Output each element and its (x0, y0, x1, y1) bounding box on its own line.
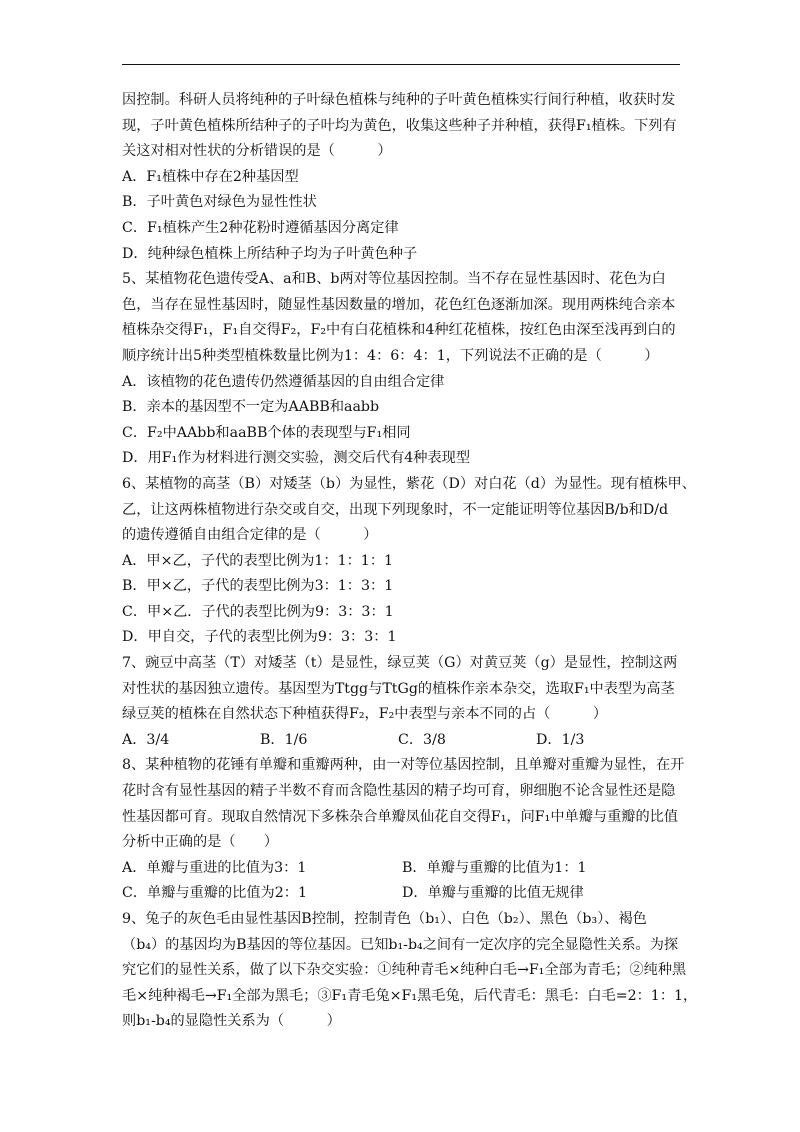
option-c: C．甲×乙．子代的表型比例为9：3：3：1 (122, 603, 394, 620)
question-4 (122, 88, 682, 267)
question-text-line: 性基因都可育。现取自然情况下多株杂合单瓣凤仙花自交得F₁，问F₁中单瓣与重瓣的比值 (122, 808, 679, 825)
option-a: A．该植物的花色遗传仍然遵循基因的自由组合定律 (122, 373, 445, 390)
options-row (122, 881, 682, 907)
option-d: D．1/3 (536, 731, 585, 748)
options-row (122, 856, 682, 882)
question-text-line: 绿豆荚的植株在自然状态下种植获得F₂，F₂中表型与亲本不同的占（ ） (122, 706, 608, 723)
option-a: A．单瓣与重进的比值为3：1 (122, 859, 307, 876)
option-d: D．甲自交，子代的表型比例为9：3：3：1 (122, 629, 397, 646)
question-text-line: 的遗传遵循自由组合定律的是（ ） (122, 527, 378, 544)
question-text-line: 9、兔子的灰色毛由显性基因B控制，控制青色（b₁）、白色（b₂）、黑色（b₃）、褐色 (122, 911, 647, 927)
header-rule (122, 64, 680, 65)
question-7 (122, 651, 682, 753)
options-row (122, 728, 682, 754)
option-d: D．用F₁作为材料进行测交实验，测交后代有4种表现型 (122, 450, 471, 467)
option-b: B．单瓣与重瓣的比值为1：1 (402, 859, 587, 876)
option-d: D．单瓣与重瓣的比值无规律 (402, 885, 584, 902)
question-text-line: （b₄）的基因均为B基因的等位基因。已知b₁-b₄之间有一定次序的完全显隐性关系。为探 (122, 936, 679, 953)
question-text-line: 毛×纯种褐毛→F₁全部为黑毛；③F₁青毛兔×F₁黑毛兔，后代青毛：黑毛：白毛=2：1：1， (122, 987, 698, 1004)
question-text-line: 植株杂交得F₁，F₁自交得F₂，F₂中有白花植株和4种红花植株，按红色由深至浅再到白的 (122, 322, 676, 339)
option-d: D．纯种绿色植株上所结种子均为子叶黄色种子 (122, 245, 418, 262)
question-text-line: 顺序统计出5种类型植株数量比例为1：4：6：4：1，下列说法不正确的是（ ） (122, 347, 659, 364)
question-6 (122, 472, 696, 651)
question-text-line: 6、某植物的高茎（B）对矮茎（b）为显性，紫花（D）对白花（d）为显性。现有植株甲、 (122, 475, 696, 492)
option-a: A．3/4 (122, 731, 170, 748)
question-text-line: 究它们的显性关系，做了以下杂交实验：①纯种青毛×纯种白毛→F₁全部为青毛；②纯种黑 (122, 962, 687, 979)
option-b: B．1/6 (260, 731, 308, 748)
exam-page-content (122, 88, 698, 1035)
question-text-line: 色，当存在显性基因时，随显性基因数量的增加，花色红色逐渐加深。现用两株纯合亲本 (122, 296, 676, 313)
question-text-line: 5、某植物花色遗传受A、a和B、b两对等位基因控制。当不存在显性基因时、花色为白 (122, 271, 666, 288)
question-text-line: 乙，让这两株植物进行杂交或自交，出现下列现象时，不一定能证明等位基因B/b和D/d (122, 501, 669, 518)
option-b: B．子叶黄色对绿色为显性性状 (122, 194, 317, 211)
question-text-line: 分析中正确的是（ ） (122, 834, 279, 851)
option-a: A．F₁植株中存在2种基因型 (122, 168, 299, 185)
option-b: B．甲×乙，子代的表型比例为3：1：3：1 (122, 578, 394, 595)
option-c: C．F₁植株产生2种花粉时遵循基因分离定律 (122, 219, 399, 236)
question-5 (122, 267, 682, 472)
question-text-line: 7、豌豆中高茎（T）对矮茎（t）是显性，绿豆荚（G）对黄豆荚（g）是显性，控制这两 (122, 655, 678, 672)
question-text-line: 对性状的基因独立遗传。基因型为Ttgg与TtGg的植株作亲本杂交，选取F₁中表型为高茎 (122, 680, 675, 697)
option-c: C．F₂中AAbb和aaBB个体的表现型与F₁相同 (122, 424, 411, 441)
question-9 (122, 907, 698, 1035)
option-c: C．单瓣与重瓣的比值为2：1 (122, 885, 307, 902)
question-text-line: 则b₁-b₄的显隐性关系为（ ） (122, 1013, 341, 1030)
question-8 (122, 753, 685, 907)
question-text-line: 8、某种植物的花锤有单瓣和重瓣两种，由一对等位基因控制，且单瓣对重瓣为显性，在开 (122, 757, 685, 774)
question-text-line: 因控制。科研人员将纯种的子叶绿色植株与纯种的子叶黄色植株实行间行种植，收获时发 (122, 92, 676, 108)
option-c: C．3/8 (398, 731, 446, 748)
question-text-line: 花时含有显性基因的精子半数不育而含隐性基因的精子均可育，卵细胞不论含显性还是隐 (122, 783, 676, 800)
option-b: B．亲本的基因型不一定为AABB和aabb (122, 399, 380, 416)
option-a: A．甲×乙，子代的表型比例为1：1：1：1 (122, 552, 394, 569)
question-text-line: 关这对相对性状的分析错误的是（ ） (122, 143, 392, 160)
question-text-line: 现，子叶黄色植株所结种子的子叶均为黄色，收集这些种子并种植，获得F₁植株。下列有 (122, 117, 677, 134)
